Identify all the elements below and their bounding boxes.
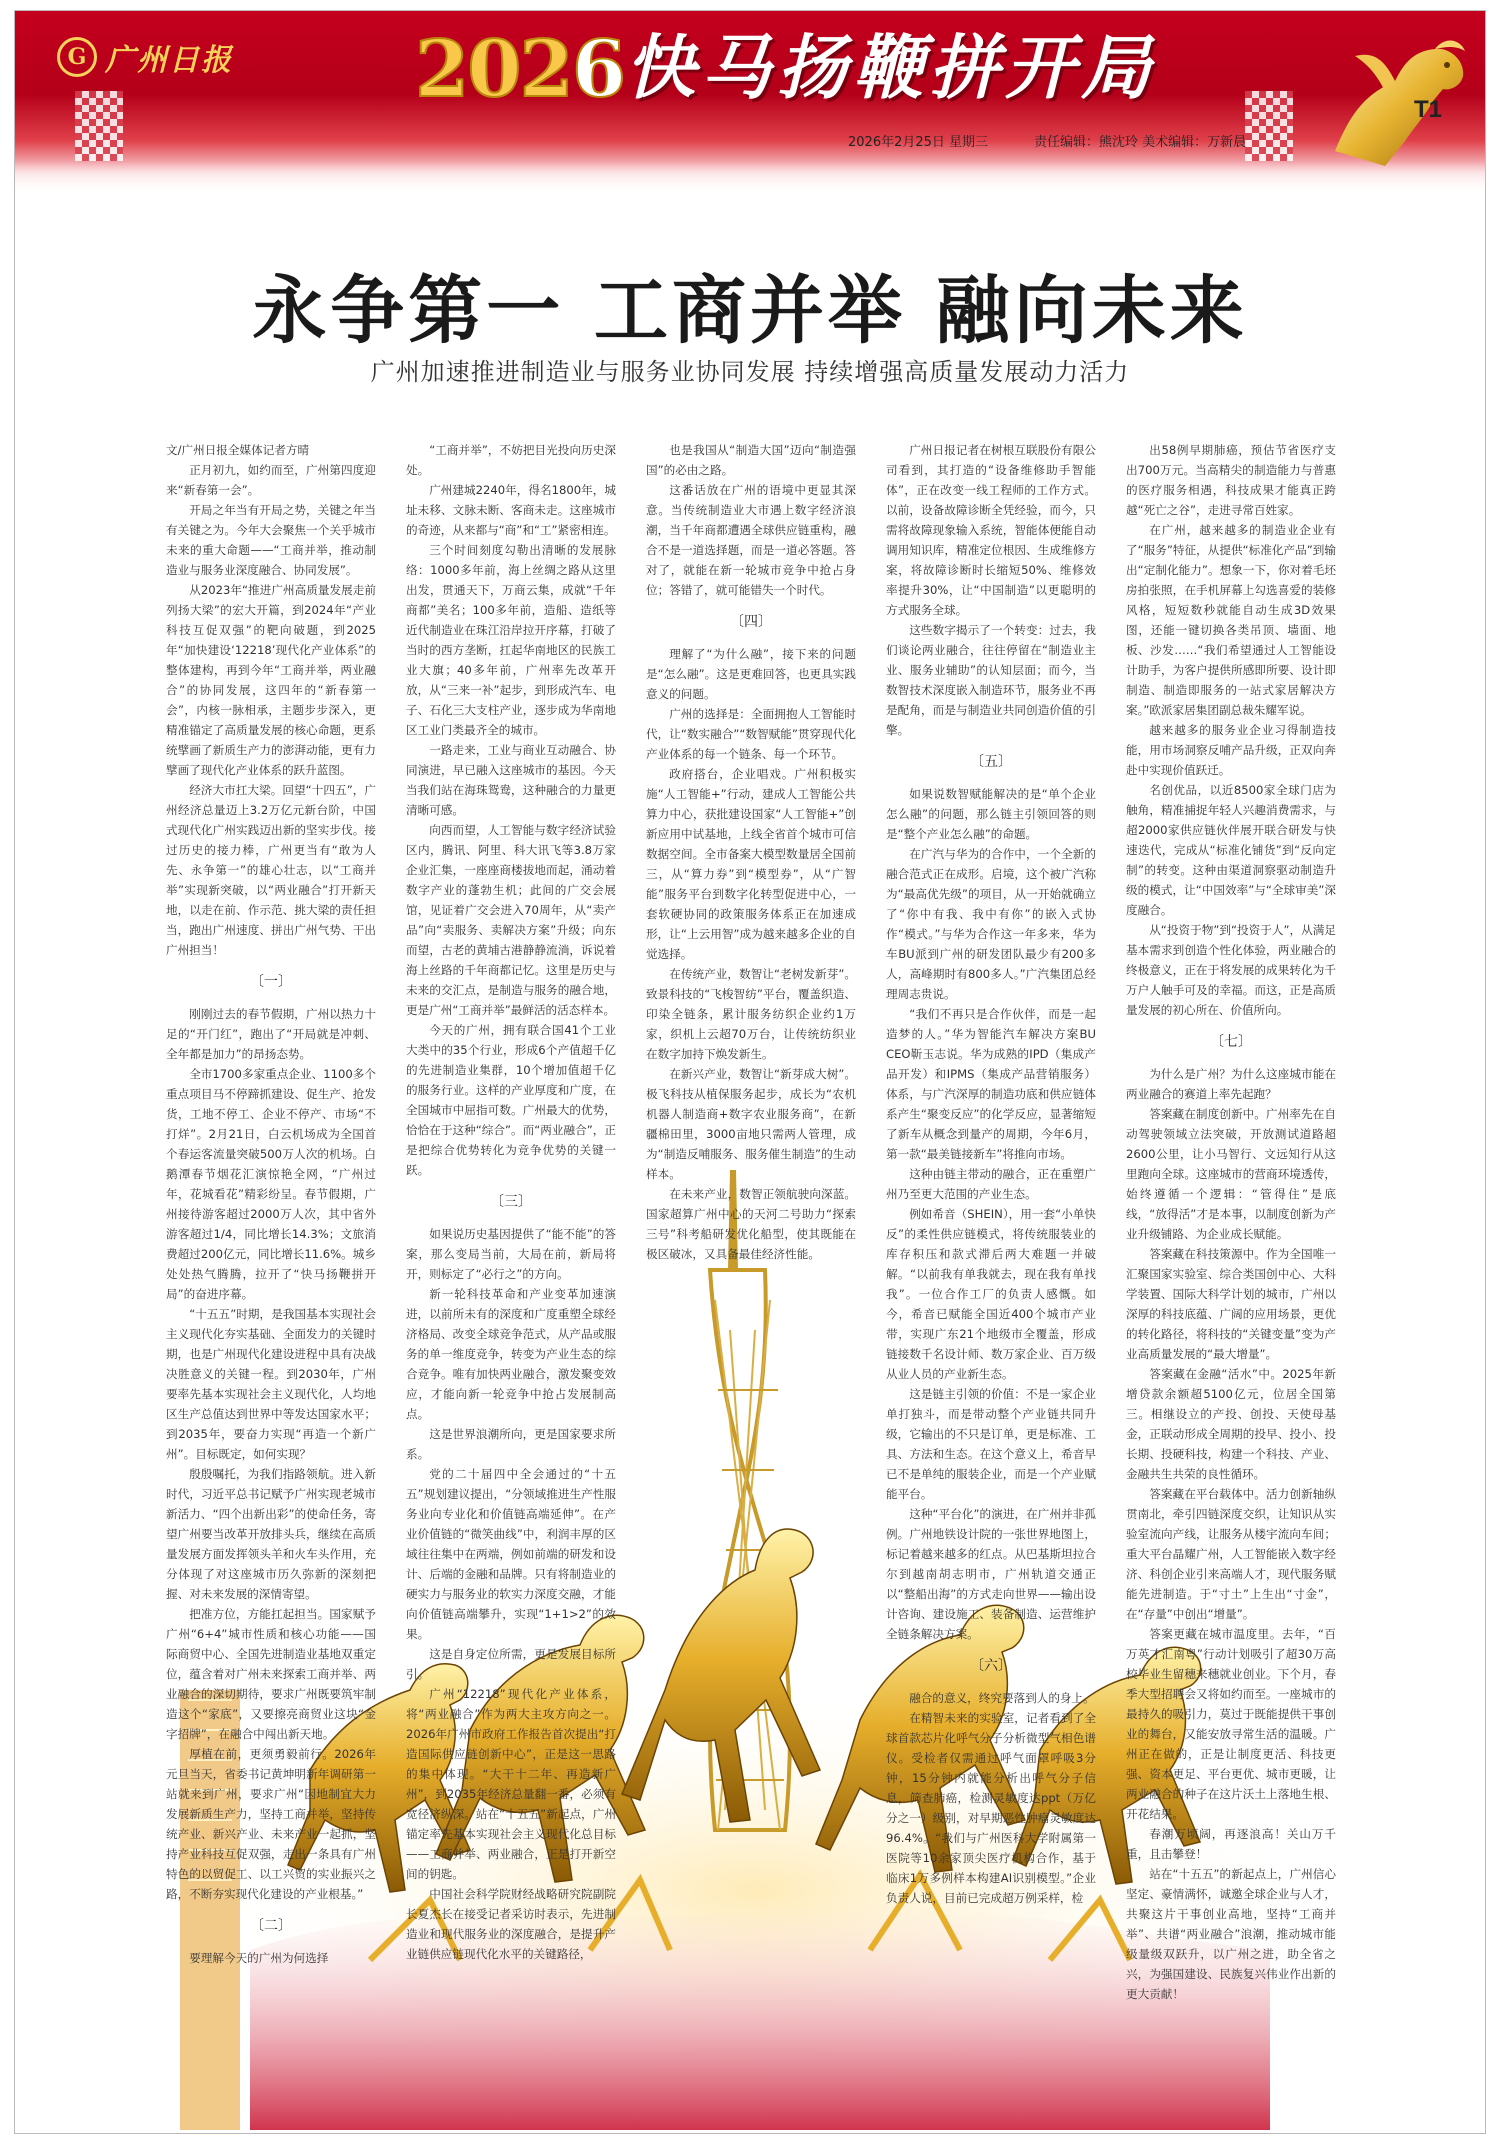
article-paragraph: 融合的意义，终究要落到人的身上。	[909, 1691, 1095, 1705]
checker-pattern-right	[1245, 91, 1293, 161]
article-paragraph: 在新兴产业，数智让“新芽成大树”。极飞科技从植保服务起步，成长为“农机机器人制造商+数字农业服务商”，在新疆棉田里，3000亩地只需两人管理，成为“制造反哺服务、服务催生制造”的生动样本。	[646, 1067, 856, 1181]
article-paragraph: 政府搭台，企业唱戏。广州积极实施“人工智能+”行动，建成人工智能公共算力中心，获批建设国家“人工智能+”创新应用中试基地，上线全省首个城市可信数据空间。全市备案大模型数量居全国前三，从“算力券”到“模型券”，从“广智能”服务平台到数字化转型促进中心，一套软硬协同的政策服务体系正在加速成形，让“上云用智”成为越来越多企业的自觉选择。	[646, 767, 856, 961]
section-number: 〔四〕	[730, 614, 772, 630]
article-paragraph: 这种由链主带动的融合，正在重塑广州乃至更大范围的产业生态。	[886, 1167, 1096, 1201]
masthead-banner	[15, 11, 1485, 196]
article-paragraph: 如果说数智赋能解决的是“单个企业怎么融”的问题，那么链主引领回答的则是“整个产业怎么融”的命题。	[886, 787, 1096, 841]
logo-text: 广州日报	[105, 43, 233, 78]
article-paragraph: 答案藏在制度创新中。广州率先在自动驾驶领域立法突破，开放测试道路超2600公里，让小马智行、文远知行从这里跑向全球。这座城市的营商环境透传，始终遵循一个逻辑：“管得住”是底线，“放得活”才是本事，以制度创新为产业升级铺路、为企业成长赋能。	[1126, 1107, 1336, 1241]
issue-date: 2026年2月25日 星期三	[848, 135, 989, 150]
article-paragraph: 正月初九，如约而至，广州第四度迎来“新春第一会”。	[166, 463, 376, 497]
section-number: 〔七〕	[1210, 1034, 1252, 1050]
article-paragraph: 经济大市扛大梁。回望“十四五”，广州经济总量迈上3.2万亿元新台阶，中国式现代化广州实践迈出新的坚实步伐。接过历史的接力棒，广州更当有“敢为人先、永争第一”的雄心壮志，以“工商并举”实现新突破，以“两业融合”打开新天地，以走在前、作示范、挑大梁的责任担当，跑出广州速度、拼出广州气势、干出广州担当！	[166, 783, 376, 957]
article-column-3	[646, 440, 856, 1261]
section-number: 〔二〕	[250, 1918, 292, 1934]
article-paragraph: 厚植在前，更须勇毅前行。2026年元旦当天，省委书记黄坤明新年调研第一站就来到广州，要求广州“因地制宜大力发展新质生产力，坚持工商并举，坚持传统产业、新兴产业、未来产业一起抓，坚持产业科技互促双强，走出一条具有广州特色的以贸促工、以工兴贸的实业振兴之路，不断夯实现代化建设的产业根基。”	[166, 1747, 376, 1901]
editor-credits: 责任编辑：熊沈玲 美术编辑：万新晨	[1034, 135, 1247, 150]
article-paragraph: 今天的广州，拥有联合国41个工业大类中的35个行业，形成6个产值超千亿的先进制造业集群，10个增加值超千亿的服务行业。这样的产业厚度和广度，在全国城市中屈指可数。广州最大的优势，恰恰在于这种“综合”。而“两业融合”，正是把综合优势转化为竞争优势的关键一跃。	[406, 1023, 616, 1177]
article-column-1	[166, 440, 376, 1965]
year-digits-white: 6	[571, 24, 625, 115]
article-paragraph: 新一轮科技革命和产业变革加速演进，以前所未有的深度和广度重塑全球经济格局、改变全球竞争范式，从产品或服务的单一维度竞争，转变为产业生态的综合竞争。唯有加快两业融合，激发聚变效应，才能向新一轮竞争中抢占发展制高点。	[406, 1287, 616, 1421]
article-paragraph: 开局之年当有开局之势，关键之年当有关键之为。今年大会聚焦一个关乎城市未来的重大命题——“工商并举，推动制造业与服务业深度融合、协同发展”。	[166, 503, 376, 577]
article-paragraph: 在未来产业，数智正领航驶向深蓝。国家超算广州中心的天河二号助力“探索三号”科考船研发优化船型，使其既能在极区破冰，又具备最佳经济性能。	[646, 1187, 856, 1261]
campaign-slogan: 快马扬鞭拼开局	[625, 26, 1157, 109]
section-number: 〔六〕	[970, 1658, 1012, 1674]
article-paragraph: 如果说历史基因提供了“能不能”的答案，那么变局当前，大局在前，新局将开，则标定了“必行之”的方向。	[406, 1227, 616, 1281]
year-digits-gold: 202	[415, 24, 572, 115]
article-paragraph: 这番话放在广州的语境中更显其深意。当传统制造业大市遇上数字经济浪潮，当千年商都遭遇全球供应链重构，融合不是一道选择题，而是一道必答题。答对了，就能在新一轮城市竞争中抢占身位；答错了，就可能错失一个时代。	[646, 483, 856, 597]
article-paragraph: 在传统产业，数智让“老树发新芽”。致景科技的“飞梭智纺”平台，覆盖织造、印染全链条，累计服务纺织企业约1万家，织机上云超70万台，让传统纺织业在数字加持下焕发新生。	[646, 967, 856, 1061]
article-paragraph: 春潮万顷阔，再逐浪高！关山万千重，且击攀登！	[1126, 1827, 1336, 1861]
article-paragraph: 为什么是广州？为什么这座城市能在两业融合的赛道上率先起跑？	[1126, 1067, 1336, 1101]
article-column-4	[886, 440, 1096, 1905]
article-paragraph: 在广汽与华为的合作中，一个全新的融合范式正在成形。启境，这个被广汽称为“最高优先级”的项目，从一开始就确立了“你中有我、我中有你”的嵌入式协作“模式。”与华为合作这一年多来，华为车BU派到广州的研发团队最少有200多人，高峰期时有800多人。”广汽集团总经理周志贵说。	[886, 847, 1096, 1001]
article-paragraph: 例如希音（SHEIN），用一套“小单快反”的柔性供应链模式，将传统服装业的库存积压和款式滞后两大难题一并破解。“以前我有单我就去，现在我有单找我”。一位合作工厂的负责人感慨。如今，希音已赋能全国近400个城市产业带，实现广东21个地级市全覆盖，形成链接数千名设计师、数万家企业、百万级从业人员的产业新生态。	[886, 1207, 1096, 1381]
article-paragraph: 中国社会科学院财经战略研究院副院长夏杰长在接受记者采访时表示，先进制造业和现代服务业的深度融合，是提升产业链供应链现代化水平的关键路径，	[406, 1887, 616, 1961]
article-paragraph: 广州“12218”现代化产业体系，将“两业融合”作为两大主攻方向之一。2026年广州市政府工作报告首次提出“打造国际供应链创新中心”，正是这一思路的集中体现。“大干十二年、再造新广州”，到2035年经济总量翻一番，必须有宽径济纵深。站在“十五五”新起点，广州锚定率先基本实现社会主义现代化总目标——工商并举、两业融合，正是打开新空间的钥匙。	[406, 1687, 616, 1881]
logo-emblem-icon: G	[57, 37, 97, 77]
article-paragraph: 从“投资于物”到“投资于人”，从满足基本需求到创造个性化体验，两业融合的终极意义，正在于将发展的成果转化为千万户人触手可及的幸福。而这，正是高质量发展的初心所在、价值所向。	[1126, 923, 1336, 1017]
article-paragraph: 答案藏在科技策源中。作为全国唯一汇聚国家实验室、综合类国创中心、大科学装置、国际大科学计划的城市，广州以深厚的科技底蕴、广阔的应用场景，更优的转化路径，将科技的“关键变量”变为产业高质量发展的“最大增量”。	[1126, 1247, 1336, 1361]
section-number: 〔五〕	[970, 754, 1012, 770]
main-headline: 永争第一 工商并举 融向未来	[252, 268, 1248, 354]
article-paragraph: 在广州，越来越多的制造业企业有了“服务”特征，从提供“标准化产品”到输出“定制化能力”。想象一下，你对着毛坯房拍张照，在手机屏幕上勾选喜爱的装修风格，短短数秒就能自动生成3D效果图，还能一键切换各类吊顶、墙面、地板、沙发……“我们希望通过人工智能设计助手，为客户提供所感即所要、设计即制造、制造即服务的一站式家居解决方案。”欧派家居集团副总裁朱耀军说。	[1126, 523, 1336, 717]
article-paragraph: 向西而望，人工智能与数字经济试验区内，腾讯、阿里、科大讯飞等3.8万家企业汇集，一座座商楼拔地而起，涌动着数字产业的蓬勃生机；此间的广交会展馆，见证着广交会进入70周年，从“卖产品”向“卖服务、卖解决方案”升级；向东而望，古老的黄埔古港静静流淌，诉说着海上丝路的千年商都记忆。这里是历史与未来的交汇点，是制造与服务的融合地，更是广州“工商并举”最鲜活的活态样本。	[406, 823, 616, 1017]
article-paragraph: 广州的选择是：全面拥抱人工智能时代，让“数实融合”“数智赋能”贯穿现代化产业体系的每一个链条、每一个环节。	[646, 707, 856, 761]
checker-pattern-left	[75, 91, 123, 161]
article-paragraph: 把准方位，方能扛起担当。国家赋予广州“6+4”城市性质和核心功能——国际商贸中心、全国先进制造业基地双重定位，蕴含着对广州未来探索工商并举、两业融合的深切期待，要求广州既要筑牢制造这个“家底”，又要擦亮商贸业这块“金字招牌”，在融合中闯出新天地。	[166, 1607, 376, 1741]
article-column-5	[1126, 440, 1336, 2001]
article-paragraph: 站在“十五五”的新起点上，广州信心坚定、豪情满怀，诚邀全球企业与人才，共聚这片干事创业高地，坚持“工商并举”、共谱“两业融合”浪潮，推动城市能级量级双跃升，以广州之进，助全省之兴，为强国建设、民族复兴伟业作出新的更大贡献！	[1126, 1867, 1336, 2001]
article-paragraph: 出58例早期肺癌，预估节省医疗支出700万元。当高精尖的制造能力与普惠的医疗服务相遇，科技成果才能真正跨越“死亡之谷”，走进寻常百姓家。	[1126, 443, 1336, 517]
article-column-2	[406, 440, 616, 1961]
article-paragraph: 党的二十届四中全会通过的“十五五”规划建议提出，“分领域推进生产性服务业向专业化和价值链高端延伸”。在产业价值链的“微笑曲线”中，利润丰厚的区域往往集中在两端，例如前端的研发和设计、后端的金融和品牌。只有将制造业的硬实力与服务业的软实力深度交融，才能向价值链高端攀升，实现“1+1>2”的效果。	[406, 1467, 616, 1641]
article-paragraph: “十五五”时期，是我国基本实现社会主义现代化夯实基础、全面发力的关键时期，也是广州现代化建设进程中具有决战决胜意义的关键一程。到2030年，广州要率先基本实现社会主义现代化，人均地区生产总值达到世界中等发达国家水平；到2035年，要奋力实现“再造一个新广州”。目标既定，如何实现？	[166, 1307, 376, 1461]
article-paragraph: 这种“平台化”的演进，在广州并非孤例。广州地铁设计院的一张世界地图上，标记着越来越多的红点。从巴基斯坦拉合尔到越南胡志明市，广州轨道交通正以“整船出海”的方式走向世界——输出设计咨询、建设施工、装备制造、运营维护全链条解决方案。	[886, 1507, 1096, 1641]
article-paragraph: 从2023年“推进广州高质量发展走前列扬大梁”的宏大开篇，到2024年“产业科技互促双强”的靶向破题，到2025年“加快建设‘12218’现代化产业体系”的整体建构，再到今年“工商并举，两业融合”的协同发展，这四年的“新春第一会”，内核一脉相承，主题步步深入，更精准锚定了高质量发展的核心命题，更系统擘画了新质生产力的澎湃动能，更有力擘画了现代化产业体系的跃升蓝图。	[166, 583, 376, 777]
year-mark	[415, 24, 625, 115]
article-paragraph: 答案藏在金融“活水”中。2025年新增贷款余额超5100亿元，位居全国第三。相继设立的产投、创投、天使母基金，正联动形成全周期的投早、投小、投长期、投硬科技，构建一个科技、产业、金融共生共荣的良性循环。	[1126, 1367, 1336, 1481]
sub-headline: 广州加速推进制造业与服务业协同发展 持续增强高质量发展动力活力	[370, 358, 1130, 386]
article-paragraph: 这是世界浪潮所向，更是国家要求所系。	[406, 1427, 616, 1461]
article-paragraph: 刚刚过去的春节假期，广州以热力十足的“开门红”，跑出了“开局就是冲刺、全年都是加力”的昂扬态势。	[166, 1007, 376, 1061]
banner-fade	[15, 161, 1485, 196]
section-number: 〔一〕	[250, 974, 292, 990]
article-paragraph: 广州日报记者在树根互联股份有限公司看到，其打造的“设备维修助手智能体”，正在改变一线工程师的工作方式。以前，设备故障诊断全凭经验，而今，只需将故障现象输入系统，智能体便能自动调用知识库，精准定位根因、生成维修方案，将故障诊断时长缩短50%、维修效率提升30%，让“中国制造”以更聪明的方式服务全球。	[886, 443, 1096, 617]
article-paragraph: 也是我国从“制造大国”迈向“制造强国”的必由之路。	[646, 443, 856, 477]
newspaper-logo	[57, 35, 233, 79]
article-paragraph: 全市1700多家重点企业、1100多个重点项目马不停蹄抓建设、促生产、抢发货，工地不停工、企业不停产、市场“不打烊”。2月21日，白云机场成为全国首个春运客流量突破500万人次的机场。白鹅潭春节烟花汇演惊艳全网，“广州过年，花城看花”精彩纷呈。春节假期，广州接待游客超过2000万人次，其中省外游客超过1/4，同比增长14.3%；文旅消费超过200亿元，同比增长11.6%。城乡处处热气腾腾，拉开了“快马扬鞭拼开局”的奋进序幕。	[166, 1067, 376, 1301]
author-byline: 文/广州日报全媒体记者方晴	[166, 443, 310, 457]
article-paragraph: 一路走来，工业与商业互动融合、协同演进，早已融入这座城市的基因。今天当我们站在海珠鸳鸯，这种融合的力量更清晰可感。	[406, 743, 616, 817]
article-paragraph: 殷殷嘱托，为我们指路领航。进入新时代，习近平总书记赋予广州实现老城市新活力、“四个出新出彩”的使命任务，寄望广州要当改革开放排头兵，继续在高质量发展方面发挥领头羊和火车头作用，充分体现了对这座城市历久弥新的深刻把握、对未来发展的深情寄望。	[166, 1467, 376, 1601]
article-paragraph: 这些数字揭示了一个转变：过去，我们谈论两业融合，往往停留在“制造业主业、服务业辅助”的认知层面；而今，当数智技术深度嵌入制造环节，服务业不再是配角，而是与制造业共同创造价值的引擎。	[886, 623, 1096, 737]
article-paragraph: “工商并举”，不妨把目光投向历史深处。	[406, 443, 616, 477]
article-paragraph: 理解了“为什么融”，接下来的问题是“怎么融”。这是更难回答，也更具实践意义的问题。	[646, 647, 856, 701]
article-paragraph: “我们不再只是合作伙伴，而是一起造梦的人。”华为智能汽车解决方案BU CEO靳玉志说。华为成熟的IPD（集成产品开发）和IPMS（集成产品营销服务）体系，与广汽深厚的制造功底和供应链体系产生“聚变反应”的化学反应，显著缩短了新车从概念到量产的周期，今年6月，第一款“最美链接新车”将推向市场。	[886, 1007, 1096, 1161]
article-paragraph: 名创优品，以近8500家全球门店为触角，精准捕捉年轻人兴趣消费需求，与超2000家供应链伙伴展开联合研发与快速迭代，完成从“标准化铺货”到“反向定制”的转变。这种由渠道洞察驱动制造升级的模式，让“中国效率”与“全球审美”深度融合。	[1126, 783, 1336, 917]
golden-horse-icon	[1315, 31, 1480, 171]
article-paragraph: 要理解今天的广州为何选择	[189, 1951, 329, 1965]
article-paragraph: 这是自身定位所需，更是发展目标所引。	[406, 1647, 616, 1681]
article-paragraph: 越来越多的服务业企业习得制造技能，用市场洞察反哺产品升级，正双向奔赴中实现价值跃迁。	[1126, 723, 1336, 777]
article-paragraph: 答案藏在平台载体中。活力创新轴纵贯南北，牵引四链深度交织，让知识从实验室流向产线，让服务从楼宇流向车间；重大平台晶耀广州，人工智能嵌入数字经济、科创企业引来高端人才，现代服务赋能先进制造。于“寸土”上生出“寸金”，在“存量”中创出“增量”。	[1126, 1487, 1336, 1621]
article-paragraph: 三个时间刻度勾勒出清晰的发展脉络：1000多年前，海上丝绸之路从这里出发，贯通天下，万商云集，成就“千年商都”美名；100多年前，造船、造纸等近代制造业在珠江沿岸拉开序幕，打破了当时的西方垄断，扛起华南地区的民族工业大旗；40多年前，广州率先改革开放，从“三来一补”起步，到形成汽车、电子、石化三大支柱产业，逐步成为华南地区工业门类最齐全的城市。	[406, 543, 616, 737]
article-paragraph: 这是链主引领的价值：不是一家企业单打独斗，而是带动整个产业链共同升级，它输出的不只是订单，更是标准、工具、方法和生态。在这个意义上，希音早已不是单纯的服装企业，而是一个产业赋能平台。	[886, 1387, 1096, 1501]
article-paragraph: 答案更藏在城市温度里。去年，“百万英才汇南粤”行动计划吸引了超30万高校毕业生留穗来穗就业创业。下个月，春季大型招聘会又将如约而至。一座城市的最持久的吸引力，莫过于既能提供干事创业的舞台，又能安放寻常生活的温暖。广州正在做的，正是让制度更活、科技更强、资本更足、平台更优、城市更暖，让两业融合的种子在这片沃土上落地生根、开花结果。	[1126, 1627, 1336, 1821]
article-paragraph: 在精智未来的实验室，记者看到了全球首款芯片化呼气分子分析微型气相色谱仪。受检者仅需通过呼气面罩呼吸3分钟，15分钟内就能分析出呼气分子信息，筛查肺癌，检测灵敏度达ppt（万亿分之一）级别，对早期恶性肿瘤灵敏度达96.4%。“我们与广州医科大学附属第一医院等10余家顶尖医疗机构合作，基于临床1万多例样本构建AI识别模型。”企业负责人说，目前已完成超万例采样，检	[886, 1711, 1096, 1905]
article-paragraph: 广州建城2240年，得名1800年，城址未移、文脉未断、客商未走。这座城市的奇迹，从来都与“商”和“工”紧密相连。	[406, 483, 616, 537]
page-number: T1	[1414, 96, 1443, 123]
section-number: 〔三〕	[490, 1194, 532, 1210]
